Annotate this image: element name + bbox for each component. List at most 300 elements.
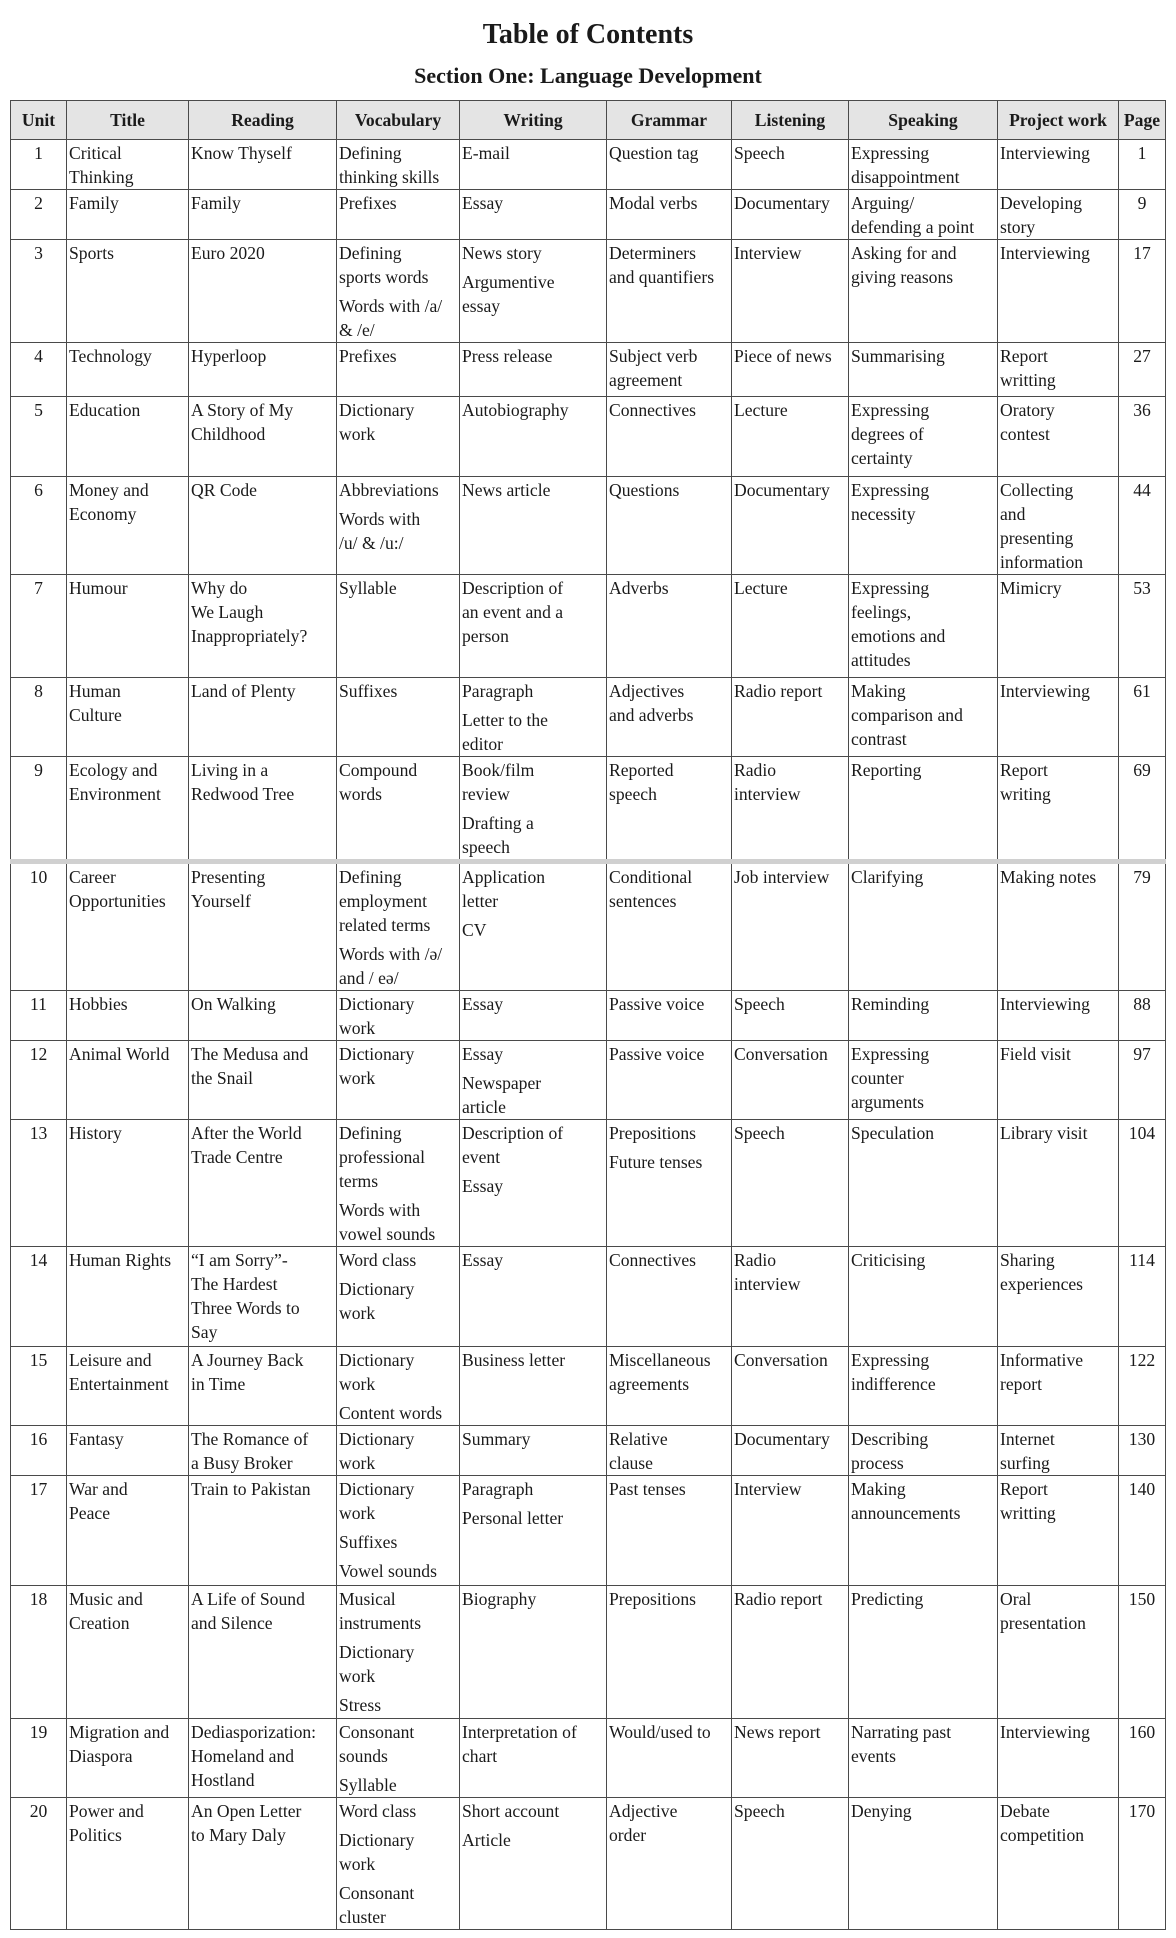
writing-line: Argumentive — [462, 272, 555, 292]
speaking-line: events — [851, 1746, 896, 1766]
page-title: Table of Contents — [482, 19, 694, 50]
vocabulary-cell — [337, 1247, 460, 1347]
contents-table — [10, 100, 1166, 1930]
header-unit: Unit — [11, 101, 67, 140]
reading-cell — [189, 757, 337, 862]
table-row-unit-2 — [11, 190, 1166, 240]
reading-line: After the World — [191, 1123, 302, 1143]
vocabulary-line: work — [339, 1303, 376, 1323]
project-work-line: Report — [1000, 1479, 1048, 1499]
unit-title-line: Diaspora — [69, 1746, 133, 1766]
unit-title-cell — [67, 1247, 189, 1347]
listening-cell — [732, 1041, 849, 1120]
grammar-line: sentences — [609, 891, 677, 911]
reading-line: Euro 2020 — [191, 243, 265, 263]
writing-line: editor — [462, 734, 504, 754]
grammar-cell — [607, 240, 732, 343]
unit-title-cell — [67, 1426, 189, 1476]
writing-line: Press release — [462, 346, 553, 366]
project-work-line: writting — [1000, 1503, 1056, 1523]
vocabulary-line: Consonant — [339, 1722, 415, 1742]
writing-cell — [460, 397, 607, 477]
unit-title-cell — [67, 343, 189, 397]
reading-line: The Romance of — [191, 1429, 309, 1449]
unit-title-line: Music and — [69, 1589, 143, 1609]
speaking-cell — [849, 477, 998, 575]
grammar-cell — [607, 140, 732, 190]
speaking-line: Predicting — [851, 1589, 924, 1609]
vocabulary-line: Compound — [339, 760, 418, 780]
unit-title-line: Sports — [69, 243, 114, 263]
speaking-line: degrees of — [851, 424, 924, 444]
vocabulary-line: sounds — [339, 1746, 388, 1766]
reading-line: the Snail — [191, 1068, 254, 1088]
speaking-line: Describing — [851, 1429, 929, 1449]
grammar-cell — [607, 1476, 732, 1586]
speaking-line: indifference — [851, 1374, 936, 1394]
writing-cell — [460, 477, 607, 575]
writing-line: Essay — [462, 994, 504, 1014]
grammar-cell — [607, 1041, 732, 1120]
grammar-line: Connectives — [609, 1250, 696, 1270]
listening-cell — [732, 991, 849, 1041]
vocabulary-line: work — [339, 424, 376, 444]
table-row-unit-7 — [11, 575, 1166, 678]
table-row-unit-12 — [11, 1041, 1166, 1120]
project-work-cell — [998, 1719, 1119, 1798]
reading-line: Family — [191, 193, 241, 213]
reading-line: Know Thyself — [191, 143, 292, 163]
writing-line: Essay — [462, 1176, 504, 1196]
unit-title-cell — [67, 190, 189, 240]
writing-cell — [460, 1798, 607, 1930]
speaking-line: necessity — [851, 504, 916, 524]
unit-title-cell — [67, 862, 189, 991]
vocabulary-cell — [337, 862, 460, 991]
page-number-cell: 170 — [1119, 1798, 1166, 1930]
reading-cell — [189, 140, 337, 190]
vocabulary-line: thinking skills — [339, 167, 440, 187]
vocabulary-line: Syllable — [339, 578, 397, 598]
vocabulary-line: Dictionary — [339, 1830, 415, 1850]
reading-line: A Journey Back — [191, 1350, 304, 1370]
vocabulary-line: cluster — [339, 1907, 386, 1927]
writing-cell — [460, 343, 607, 397]
reading-line: to Mary Daly — [191, 1825, 286, 1845]
vocabulary-line: vowel sounds — [339, 1224, 436, 1244]
listening-line: Lecture — [734, 578, 788, 598]
speaking-line: Narrating past — [851, 1722, 952, 1742]
table-row-unit-11 — [11, 991, 1166, 1041]
speaking-cell — [849, 1719, 998, 1798]
vocabulary-line: work — [339, 1018, 376, 1038]
vocabulary-line: Dictionary — [339, 994, 415, 1014]
vocabulary-line: Dictionary — [339, 1350, 415, 1370]
writing-cell — [460, 1041, 607, 1120]
grammar-line: Relative — [609, 1429, 668, 1449]
speaking-line: Reporting — [851, 760, 922, 780]
speaking-line: Making — [851, 1479, 906, 1499]
vocabulary-line: Prefixes — [339, 193, 397, 213]
grammar-cell — [607, 343, 732, 397]
page-number-cell: 53 — [1119, 575, 1166, 678]
speaking-line: Summarising — [851, 346, 945, 366]
unit-title-line: Family — [69, 193, 119, 213]
writing-line: Paragraph — [462, 1479, 534, 1499]
project-work-line: Interviewing — [1000, 994, 1090, 1014]
vocabulary-cell — [337, 140, 460, 190]
writing-line: Description of — [462, 1123, 564, 1143]
listening-line: Documentary — [734, 480, 830, 500]
writing-line: E-mail — [462, 143, 510, 163]
vocabulary-line: Vowel sounds — [339, 1561, 437, 1581]
reading-line: Trade Centre — [191, 1147, 283, 1167]
unit-title-line: Fantasy — [69, 1429, 124, 1449]
writing-line: CV — [462, 920, 487, 940]
unit-title-cell — [67, 575, 189, 678]
unit-number-cell: 9 — [11, 757, 67, 862]
unit-title-cell — [67, 1476, 189, 1586]
unit-title-line: Career — [69, 867, 116, 887]
speaking-line: Clarifying — [851, 867, 924, 887]
speaking-cell — [849, 1586, 998, 1719]
table-row-unit-1 — [11, 140, 1166, 190]
speaking-line: certainty — [851, 448, 913, 468]
unit-title-line: Thinking — [69, 167, 134, 187]
unit-number-cell: 4 — [11, 343, 67, 397]
vocabulary-cell — [337, 1798, 460, 1930]
vocabulary-line: work — [339, 1068, 376, 1088]
unit-title-cell — [67, 1586, 189, 1719]
grammar-cell — [607, 1426, 732, 1476]
speaking-line: Expressing — [851, 480, 930, 500]
vocabulary-line: Dictionary — [339, 1279, 415, 1299]
reading-line: a Busy Broker — [191, 1453, 293, 1473]
listening-line: Speech — [734, 143, 785, 163]
table-row-unit-9 — [11, 757, 1166, 862]
grammar-cell — [607, 477, 732, 575]
listening-cell — [732, 862, 849, 991]
writing-line: Summary — [462, 1429, 531, 1449]
listening-cell — [732, 1798, 849, 1930]
vocabulary-line: Dictionary — [339, 1479, 415, 1499]
project-work-line: surfing — [1000, 1453, 1050, 1473]
vocabulary-line: related terms — [339, 915, 431, 935]
unit-title-line: Education — [69, 400, 141, 420]
reading-cell — [189, 1586, 337, 1719]
grammar-line: Prepositions — [609, 1123, 696, 1143]
page-number-cell: 88 — [1119, 991, 1166, 1041]
speaking-line: Speculation — [851, 1123, 935, 1143]
reading-cell — [189, 1719, 337, 1798]
vocabulary-cell — [337, 1041, 460, 1120]
unit-title-line: Human Rights — [69, 1250, 172, 1270]
reading-line: Homeland and — [191, 1746, 295, 1766]
writing-line: chart — [462, 1746, 498, 1766]
listening-cell — [732, 1426, 849, 1476]
project-work-line: information — [1000, 552, 1084, 572]
unit-title-line: Hobbies — [69, 994, 128, 1014]
vocabulary-line: Dictionary — [339, 1044, 415, 1064]
grammar-cell — [607, 575, 732, 678]
unit-number-cell: 14 — [11, 1247, 67, 1347]
grammar-cell — [607, 991, 732, 1041]
reading-line: The Hardest — [191, 1274, 278, 1294]
listening-cell — [732, 1476, 849, 1586]
unit-title-cell — [67, 678, 189, 757]
unit-title-cell — [67, 477, 189, 575]
unit-number-cell: 5 — [11, 397, 67, 477]
project-work-cell — [998, 991, 1119, 1041]
page-number-cell: 44 — [1119, 477, 1166, 575]
grammar-line: Connectives — [609, 400, 696, 420]
table-row-unit-17 — [11, 1476, 1166, 1586]
project-work-line: Mimicry — [1000, 578, 1062, 598]
reading-cell — [189, 1120, 337, 1247]
project-work-line: and — [1000, 504, 1026, 524]
header-grammar: Grammar — [607, 101, 732, 140]
listening-line: Piece of news — [734, 346, 832, 366]
header-page: Page — [1119, 101, 1166, 140]
speaking-line: Reminding — [851, 994, 930, 1014]
vocabulary-line: Defining — [339, 143, 402, 163]
writing-cell — [460, 240, 607, 343]
unit-number-cell: 10 — [11, 862, 67, 991]
listening-cell — [732, 240, 849, 343]
reading-line: “I am Sorry”- — [191, 1250, 288, 1270]
project-work-cell — [998, 1586, 1119, 1719]
unit-title-line: Culture — [69, 705, 122, 725]
vocabulary-line: Defining — [339, 867, 402, 887]
vocabulary-cell — [337, 575, 460, 678]
unit-title-line: Human — [69, 681, 121, 701]
vocabulary-line: /u/ & /u:/ — [339, 533, 404, 553]
vocabulary-line: Consonant — [339, 1883, 415, 1903]
speaking-cell — [849, 190, 998, 240]
table-row-unit-16 — [11, 1426, 1166, 1476]
reading-line: Inappropriately? — [191, 626, 308, 646]
writing-line: article — [462, 1097, 506, 1117]
vocabulary-line: Suffixes — [339, 681, 398, 701]
project-work-line: writting — [1000, 370, 1056, 390]
writing-line: Letter to the — [462, 710, 548, 730]
listening-line: News report — [734, 1722, 821, 1742]
reading-line: Childhood — [191, 424, 266, 444]
vocabulary-cell — [337, 1476, 460, 1586]
vocabulary-line: Defining — [339, 1123, 402, 1143]
unit-title-line: Humour — [69, 578, 128, 598]
unit-number-cell: 13 — [11, 1120, 67, 1247]
project-work-cell — [998, 1120, 1119, 1247]
speaking-line: Asking for and — [851, 243, 957, 263]
vocabulary-line: & /e/ — [339, 320, 375, 340]
writing-line: Paragraph — [462, 681, 534, 701]
listening-line: Radio — [734, 760, 777, 780]
page-number-cell: 1 — [1119, 140, 1166, 190]
unit-number-cell: 17 — [11, 1476, 67, 1586]
grammar-line: Passive voice — [609, 1044, 705, 1064]
speaking-cell — [849, 140, 998, 190]
project-work-cell — [998, 1041, 1119, 1120]
vocabulary-cell — [337, 991, 460, 1041]
speaking-cell — [849, 240, 998, 343]
writing-cell — [460, 190, 607, 240]
reading-line: QR Code — [191, 480, 257, 500]
project-work-cell — [998, 240, 1119, 343]
vocabulary-line: Dictionary — [339, 1642, 415, 1662]
header-writing: Writing — [460, 101, 607, 140]
listening-line: Conversation — [734, 1350, 828, 1370]
unit-title-line: Animal World — [69, 1044, 170, 1064]
page-number-cell: 36 — [1119, 397, 1166, 477]
project-work-line: experiences — [1000, 1274, 1084, 1294]
header-title: Title — [67, 101, 189, 140]
listening-line: Interview — [734, 1479, 802, 1499]
writing-line: review — [462, 784, 510, 804]
writing-line: speech — [462, 837, 510, 857]
writing-line: Biography — [462, 1589, 537, 1609]
unit-number-cell: 7 — [11, 575, 67, 678]
vocabulary-cell — [337, 1426, 460, 1476]
project-work-line: Sharing — [1000, 1250, 1055, 1270]
listening-cell — [732, 1719, 849, 1798]
writing-cell — [460, 1476, 607, 1586]
table-row-unit-18 — [11, 1586, 1166, 1719]
project-work-cell — [998, 678, 1119, 757]
vocabulary-line: work — [339, 1503, 376, 1523]
project-work-cell — [998, 397, 1119, 477]
unit-title-cell — [67, 1719, 189, 1798]
writing-line: Essay — [462, 193, 504, 213]
writing-cell — [460, 140, 607, 190]
vocabulary-line: professional — [339, 1147, 425, 1167]
table-header-row — [11, 101, 1166, 140]
listening-line: Documentary — [734, 1429, 830, 1449]
listening-cell — [732, 190, 849, 240]
vocabulary-line: and / eə/ — [339, 968, 399, 988]
listening-line: Radio report — [734, 681, 823, 701]
unit-title-cell — [67, 757, 189, 862]
page-number-cell: 150 — [1119, 1586, 1166, 1719]
writing-line: Personal letter — [462, 1508, 564, 1528]
vocabulary-line: Defining — [339, 243, 402, 263]
project-work-cell — [998, 343, 1119, 397]
speaking-cell — [849, 1247, 998, 1347]
grammar-line: Modal verbs — [609, 193, 698, 213]
vocabulary-line: work — [339, 1854, 376, 1874]
vocabulary-line: Words with /ə/ — [339, 944, 443, 964]
grammar-line: agreements — [609, 1374, 690, 1394]
reading-cell — [189, 575, 337, 678]
unit-number-cell: 1 — [11, 140, 67, 190]
speaking-line: contrast — [851, 729, 907, 749]
header-vocabulary: Vocabulary — [337, 101, 460, 140]
speaking-line: Arguing/ — [851, 193, 915, 213]
grammar-line: Adjective — [609, 1801, 678, 1821]
vocabulary-cell — [337, 1347, 460, 1426]
project-work-cell — [998, 190, 1119, 240]
reading-cell — [189, 1476, 337, 1586]
grammar-line: Past tenses — [609, 1479, 686, 1499]
vocabulary-line: work — [339, 1374, 376, 1394]
unit-number-cell: 2 — [11, 190, 67, 240]
grammar-cell — [607, 757, 732, 862]
vocabulary-cell — [337, 397, 460, 477]
vocabulary-line: Words with — [339, 509, 421, 529]
writing-line: an event and a — [462, 602, 564, 622]
grammar-line: Adverbs — [609, 578, 669, 598]
unit-title-cell — [67, 140, 189, 190]
writing-line: Autobiography — [462, 400, 569, 420]
page-number-cell: 69 — [1119, 757, 1166, 862]
table-row-unit-5 — [11, 397, 1166, 477]
writing-cell — [460, 1247, 607, 1347]
listening-line: Conversation — [734, 1044, 828, 1064]
project-work-line: Report — [1000, 760, 1048, 780]
table-row-unit-15 — [11, 1347, 1166, 1426]
project-work-line: Oral — [1000, 1589, 1032, 1609]
reading-line: Living in a — [191, 760, 269, 780]
reading-cell — [189, 1426, 337, 1476]
unit-title-cell — [67, 1120, 189, 1247]
grammar-line: Adjectives — [609, 681, 685, 701]
page-number-cell: 9 — [1119, 190, 1166, 240]
unit-title-line: Technology — [69, 346, 152, 366]
vocabulary-line: work — [339, 1453, 376, 1473]
speaking-line: defending a point — [851, 217, 975, 237]
grammar-line: Determiners — [609, 243, 696, 263]
header-project-work: Project work — [998, 101, 1119, 140]
grammar-cell — [607, 1719, 732, 1798]
grammar-cell — [607, 397, 732, 477]
project-work-line: Interviewing — [1000, 243, 1090, 263]
speaking-line: arguments — [851, 1092, 924, 1112]
reading-cell — [189, 190, 337, 240]
vocabulary-line: Stress — [339, 1695, 382, 1715]
unit-title-line: Ecology and — [69, 760, 158, 780]
vocabulary-line: Dictionary — [339, 400, 415, 420]
unit-title-line: Environment — [69, 784, 161, 804]
unit-title-cell — [67, 240, 189, 343]
speaking-line: disappointment — [851, 167, 960, 187]
page-number-cell: 114 — [1119, 1247, 1166, 1347]
listening-line: interview — [734, 784, 801, 804]
unit-number-cell: 6 — [11, 477, 67, 575]
project-work-line: Interviewing — [1000, 681, 1090, 701]
reading-line: Land of Plenty — [191, 681, 296, 701]
unit-title-line: Entertainment — [69, 1374, 169, 1394]
table-row-unit-19 — [11, 1719, 1166, 1798]
writing-cell — [460, 862, 607, 991]
speaking-cell — [849, 1120, 998, 1247]
speaking-cell — [849, 757, 998, 862]
listening-line: Speech — [734, 994, 785, 1014]
project-work-line: story — [1000, 217, 1036, 237]
page-number-cell: 104 — [1119, 1120, 1166, 1247]
speaking-cell — [849, 678, 998, 757]
listening-cell — [732, 575, 849, 678]
writing-cell — [460, 991, 607, 1041]
speaking-line: Expressing — [851, 1044, 930, 1064]
speaking-cell — [849, 1426, 998, 1476]
grammar-line: speech — [609, 784, 657, 804]
writing-cell — [460, 1347, 607, 1426]
listening-cell — [732, 678, 849, 757]
writing-line: Short account — [462, 1801, 560, 1821]
reading-line: Hostland — [191, 1770, 255, 1790]
unit-title-line: Critical — [69, 143, 122, 163]
table-row-unit-14 — [11, 1247, 1166, 1347]
